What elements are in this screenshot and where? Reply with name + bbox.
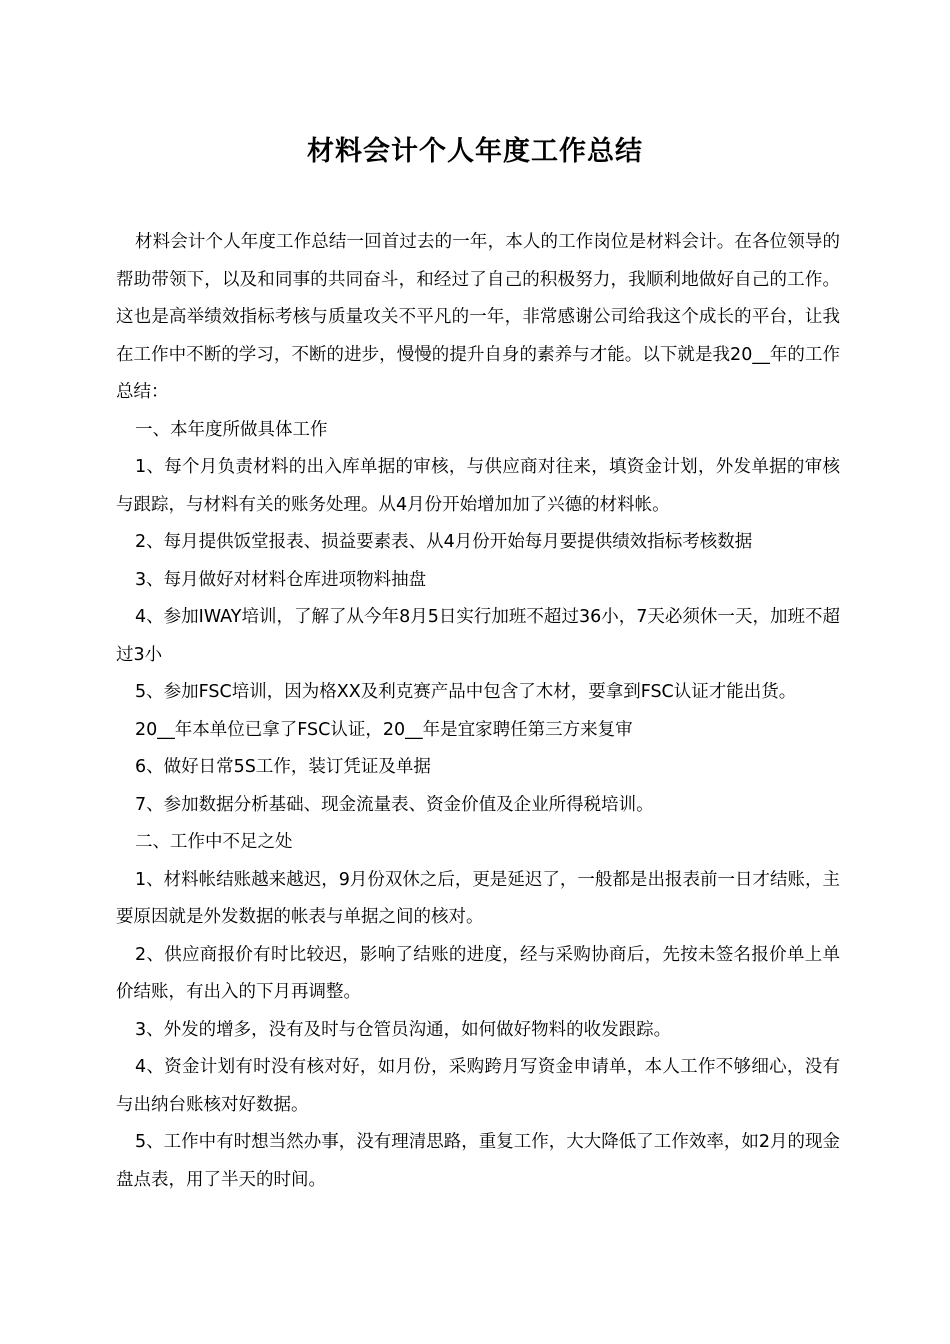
paragraph-item: 1、每个月负责材料的出入库单据的审核，与供应商对往来，填资金计划，外发单据的审核与跟踪，与材料有关的账务处理。从4月份开始增加加了兴德的材料帐。 [116, 457, 840, 515]
paragraph-item: 4、参加IWAY培训，了解了从今年8月5日实行加班不超过36小，7天必须休一天，加班不超过3小 [116, 607, 840, 665]
paragraph-item: 2、每月提供饭堂报表、损益要素表、从4月份开始每月要提供绩效指标考核数据 [135, 532, 753, 552]
document-title: 材料会计个人年度工作总结 [307, 136, 643, 167]
paragraph-item: 3、外发的增多，没有及时与仓管员沟通，如何做好物料的收发跟踪。 [135, 1019, 672, 1040]
paragraph-item: 3、每月做好对材料仓库进项物料抽盘 [135, 569, 427, 590]
paragraph-item: 6、做好日常5S工作，装订凭证及单据 [135, 757, 431, 777]
paragraph-item: 20__年本单位已拿了FSC认证，20__年是宜家聘任第三方来复审 [135, 719, 633, 740]
section-heading-shortcomings: 二、工作中不足之处 [135, 832, 293, 852]
paragraph-item: 2、供应商报价有时比较迟，影响了结账的进度，经与采购协商后，先按未签名报价单上单价结账，有出入的下月再调整。 [116, 944, 840, 1002]
paragraph-item: 5、工作中有时想当然办事，没有理清思路，重复工作，大大降低了工作效率，如2月的现金盘点表，用了半天的时间。 [116, 1132, 840, 1190]
document-body [116, 224, 840, 1199]
paragraph-item: 4、资金计划有时没有核对好，如月份，采购跨月写资金申请单，本人工作不够细心，没有与出纳台账核对好数据。 [116, 1057, 840, 1115]
paragraph-item: 5、参加FSC培训，因为格XX及利克赛产品中包含了木材，要拿到FSC认证才能出货。 [135, 682, 797, 702]
paragraph-item: 1、材料帐结账越来越迟，9月份双休之后，更是延迟了，一般都是出报表前一日才结账，主要原因就是外发数据的帐表与单据之间的核对。 [116, 869, 840, 927]
paragraph-intro: 材料会计个人年度工作总结一回首过去的一年，本人的工作岗位是材料会计。在各位领导的帮助带领下，以及和同事的共同奋斗，和经过了自己的积极努力，我顺利地做好自己的工作。这也是高举绩效指标考核与质量攻关不平凡的一年，非常感谢公司给我这个成长的平台，让我在工作中不断的学习，不断的进步，慢慢的提升自身的素养与才能。以下就是我20__年的工作总结： [116, 232, 840, 402]
section-heading-work-done: 一、本年度所做具体工作 [135, 419, 328, 440]
paragraph-item: 7、参加数据分析基础、现金流量表、资金价值及企业所得税培训。 [135, 794, 654, 815]
